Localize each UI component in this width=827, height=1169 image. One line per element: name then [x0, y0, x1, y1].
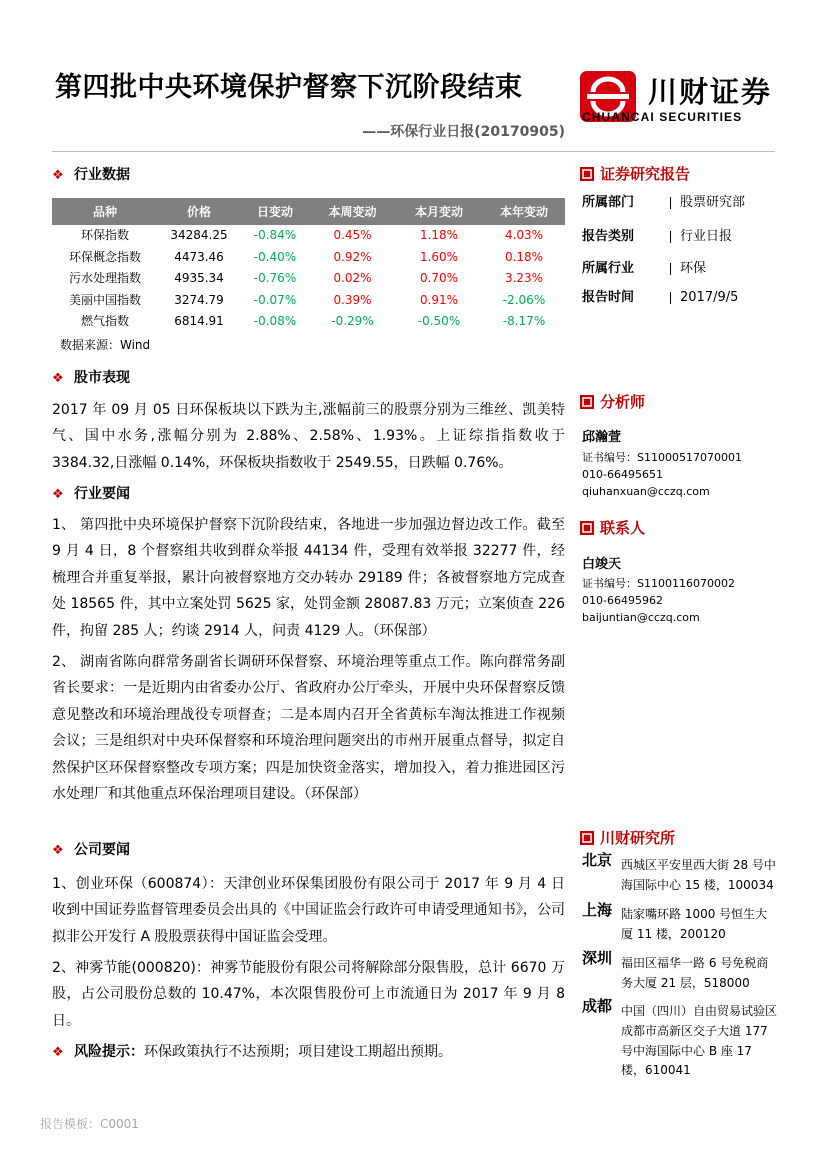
- logo-english-name: CHUANCAI SECURITIES: [582, 110, 743, 124]
- data-source-note: 数据来源：Wind: [60, 338, 151, 352]
- risk-text: 环保政策执行不达预期；项目建设工期超出预期。: [144, 1044, 452, 1060]
- contact-cert: 证书编号：S1100116070002: [582, 577, 735, 590]
- change-cell: -0.50%: [417, 314, 461, 329]
- industry-news-item: 2、 湖南省陈向群常务副省长调研环保督察、环境治理等重点工作。陈向群常务副省长要求：一是近期内由省委办公厅、省政府办公厅牵头，开展中央环保督察反馈意见整改和环境治理战役专项督查；二是本周内召开全省黄标车淘汰推进工作视频会议；三是组织对中央环保督察和环境治理问题突出的市州开展重点督导，拟定自然保护区环保督察整改专项方案；四是加快资金落实，增加投入，着力推进园区污水处理厂和其他重点环保治理项目建设。（环保部）: [52, 654, 565, 803]
- sidebar-heading-contact: [580, 518, 645, 538]
- column-header: 本周变动: [310, 198, 395, 225]
- office-address: 福田区福华一路 6 号免税商务大厦 21 层，518000: [621, 956, 769, 990]
- analyst-phone: 010-66495651: [582, 468, 663, 481]
- office-city: 北京: [582, 851, 613, 869]
- report-square-icon: [580, 167, 594, 181]
- table-row: [52, 247, 565, 269]
- meta-row: [582, 194, 745, 212]
- separator: [670, 197, 671, 209]
- meta-label: 所属部门: [582, 195, 635, 210]
- table-row: [52, 225, 565, 247]
- change-cell: -0.76%: [253, 271, 297, 286]
- meta-value: 环保: [680, 261, 707, 276]
- report-subtitle: ——环保行业日报(20170905): [362, 124, 565, 140]
- analyst-email[interactable]: qiuhanxuan@cczq.com: [582, 485, 710, 498]
- diamond-bullet-icon: [52, 1043, 74, 1063]
- diamond-bullet-icon: [52, 485, 74, 505]
- company-news-item: 2、神雾节能(000820)：神雾节能股份有限公司将解除部分限售股，总计 6670 万股，占公司股份总数的 10.47%，本次限售股份可上市流通日为 2017 年 9 月 8 日。: [52, 960, 565, 1029]
- change-cell: 0.02%: [333, 271, 372, 286]
- office-city: 深圳: [582, 949, 613, 967]
- index-name: 环保概念指数: [68, 249, 141, 264]
- risk-label: 风险提示：: [74, 1044, 144, 1060]
- section-company-news: [52, 840, 130, 861]
- table-row: [52, 311, 565, 333]
- column-header: 本月变动: [395, 198, 483, 225]
- column-header: 本年变动: [483, 198, 565, 225]
- meta-row: [582, 228, 732, 246]
- section-industry-news: [52, 484, 130, 505]
- index-name: 环保指数: [80, 228, 129, 243]
- index-name: 污水处理指数: [68, 271, 141, 286]
- analyst-name: 邱瀚萱: [582, 430, 622, 445]
- meta-value: 行业日报: [680, 229, 733, 244]
- change-cell: -0.29%: [331, 314, 374, 329]
- index-price: 4935.34: [174, 271, 224, 286]
- diamond-bullet-icon: [52, 369, 74, 389]
- meta-row: [582, 289, 738, 307]
- change-cell: 4.03%: [504, 228, 544, 243]
- table-header-row: [52, 198, 565, 225]
- change-cell: 0.18%: [504, 249, 544, 264]
- table-row: [52, 268, 565, 290]
- office-address: 西城区平安里西大街 28 号中海国际中心 15 楼，100034: [621, 858, 776, 892]
- separator: [670, 292, 671, 304]
- sidebar-heading-text: 分析师: [600, 393, 646, 411]
- office-address: 陆家嘴环路 1000 号恒生大厦 11 楼，200120: [621, 907, 768, 941]
- change-cell: 3.23%: [504, 271, 544, 286]
- section-title: 公司要闻: [74, 842, 130, 858]
- column-header: 价格: [158, 198, 240, 225]
- column-header: 品种: [52, 198, 158, 225]
- change-cell: -2.06%: [502, 292, 546, 307]
- index-name: 燃气指数: [80, 314, 129, 329]
- sidebar-heading-text: 证券研究报告: [600, 165, 691, 183]
- change-cell: -0.40%: [253, 249, 297, 264]
- index-price: 34284.25: [170, 228, 228, 243]
- change-cell: -0.07%: [253, 292, 297, 307]
- sidebar-heading-text: 川财研究所: [600, 829, 676, 847]
- sidebar-heading-report: [580, 164, 690, 184]
- sidebar-heading-text: 联系人: [600, 519, 646, 537]
- section-title: 行业数据: [74, 167, 130, 183]
- table-row: [52, 290, 565, 312]
- meta-value: 股票研究部: [680, 195, 746, 210]
- change-cell: -0.84%: [253, 228, 297, 243]
- diamond-bullet-icon: [52, 841, 74, 861]
- column-header: 日变动: [240, 198, 310, 225]
- change-cell: -8.17%: [502, 314, 546, 329]
- industry-news-item: 1、 第四批中央环境保护督察下沉阶段结束，各地进一步加强边督边改工作。截至 9 月 4 日，8 个督察组共收到群众举报 44134 件，受理有效举报 32277 件，经梳理合并重复举报，累计向被督察地方交办转办 29189 件；各被督察地方完成查处 18565 件，其中立案处罚 5625 家，处罚金额 28087.83 万元；立案侦查 226 件，拘留 285 人；约谈 2914 人，问责 4129 人。（环保部）: [52, 517, 565, 639]
- change-cell: 0.91%: [419, 292, 459, 307]
- change-cell: 1.60%: [419, 249, 459, 264]
- report-square-icon: [580, 395, 594, 409]
- meta-label: 报告类别: [582, 229, 635, 244]
- index-price: 3274.79: [174, 292, 224, 307]
- company-news-item: 1、创业环保（600874）：天津创业环保集团股份有限公司于 2017 年 9 月 4 日收到中国证券监督管理委员会出具的《中国证监会行政许可申请受理通知书》，公司拟非公开发行 A 股股票获得中国证监会受理。: [52, 876, 565, 945]
- meta-value: 2017/9/5: [680, 290, 739, 305]
- separator: [670, 263, 671, 275]
- change-cell: 0.45%: [333, 228, 372, 243]
- meta-row: [582, 260, 706, 278]
- report-square-icon: [580, 831, 594, 845]
- contact-email[interactable]: baijuntian@cczq.com: [582, 611, 700, 624]
- header-divider: [52, 151, 775, 152]
- change-cell: 0.70%: [419, 271, 459, 286]
- section-industry-data: [52, 165, 130, 186]
- meta-label: 所属行业: [582, 261, 635, 276]
- office-address: 中国（四川）自由贸易试验区成都市高新区交子大道 177 号中海国际中心 B 座 17 楼，610041: [621, 1004, 778, 1078]
- industry-data-table: [52, 198, 565, 333]
- contact-name: 白竣天: [582, 557, 622, 572]
- change-cell: 0.39%: [333, 292, 372, 307]
- sidebar-heading-analyst: [580, 392, 645, 412]
- change-cell: 0.92%: [333, 249, 372, 264]
- contact-phone: 010-66495962: [582, 594, 663, 607]
- diamond-bullet-icon: [52, 166, 74, 186]
- section-title: 行业要闻: [74, 486, 130, 502]
- separator: [670, 231, 671, 243]
- logo-chinese-name: 川财证券: [648, 75, 773, 109]
- report-template-code: 报告模板：C0001: [40, 1117, 139, 1131]
- index-price: 4473.46: [174, 249, 224, 264]
- office-city: 上海: [582, 901, 613, 919]
- change-cell: 1.18%: [419, 228, 459, 243]
- section-title: 股市表现: [74, 370, 130, 386]
- report-square-icon: [580, 521, 594, 535]
- risk-warning: [52, 1042, 565, 1063]
- change-cell: -0.08%: [253, 314, 297, 329]
- report-title: 第四批中央环境保护督察下沉阶段结束: [55, 72, 523, 103]
- section-market: [52, 368, 130, 389]
- market-paragraph: 2017 年 09 月 05 日环保板块以下跌为主,涨幅前三的股票分别为三维丝、凯美特气、国中水务,涨幅分别为 2.88%、2.58%、1.93%。上证综指指数收于 3384.32,日涨幅 0.14%，环保板块指数收于 2549.55，日跌幅 0.76%。: [52, 402, 565, 471]
- analyst-cert: 证书编号：S11000517070001: [582, 451, 742, 464]
- office-city: 成都: [582, 997, 613, 1015]
- sidebar-heading-institute: [580, 828, 675, 848]
- meta-label: 报告时间: [582, 290, 635, 305]
- index-price: 6814.91: [174, 314, 224, 329]
- index-name: 美丽中国指数: [68, 292, 141, 307]
